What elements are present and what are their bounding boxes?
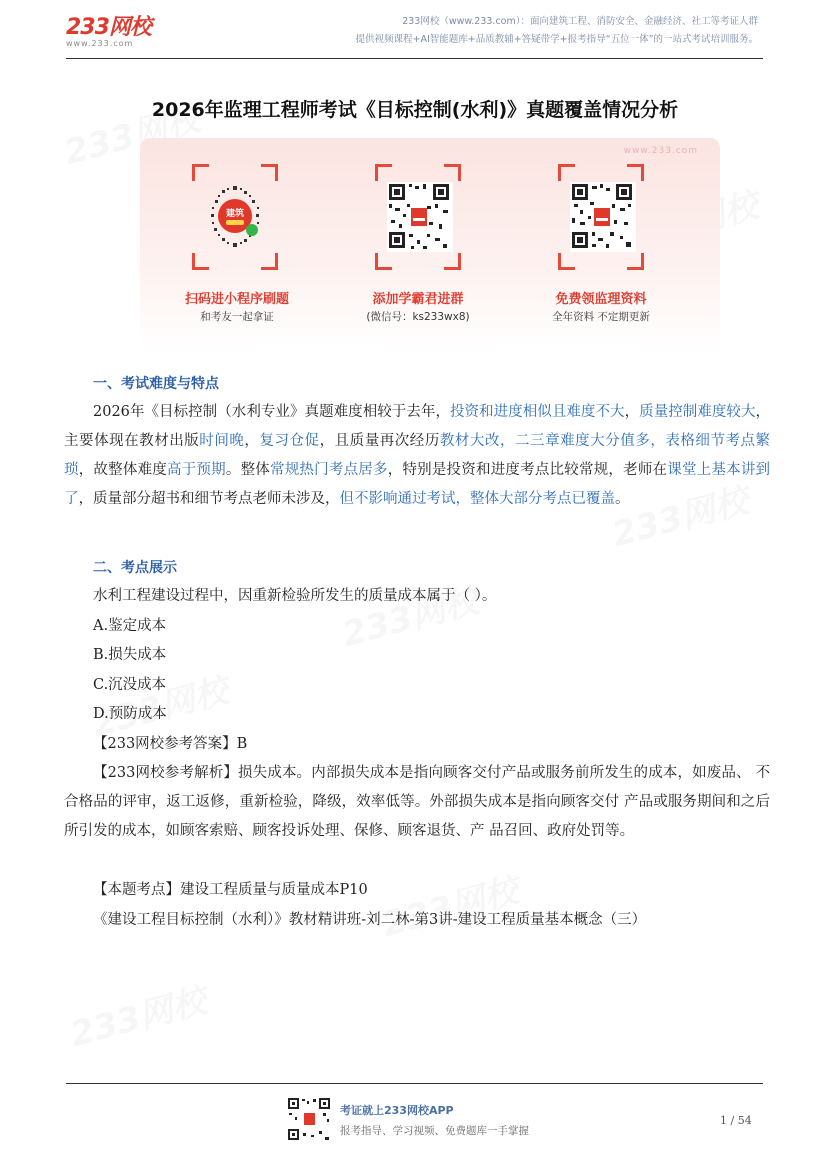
- header-line-2: 提供视频课程+AI智能题库+品质教辅+答疑带学+报考指导“五位一体”的一站式考试培训服务。: [355, 34, 758, 45]
- option-a: A.鉴定成本: [93, 618, 167, 634]
- app-qr-icon[interactable]: [287, 1097, 331, 1141]
- exam-point-line: 【本题考点】建设工程质量与质量成本P10: [93, 882, 368, 898]
- body-text: ，质量部分超书和细节考点老师未涉及，: [78, 491, 340, 507]
- highlight-text: 投资和进度相似且难度不大: [450, 404, 625, 420]
- card-title-wechat-group: 添加学霸君进群: [372, 292, 464, 307]
- highlight-text: 时间晚: [199, 433, 245, 449]
- body-text: ，: [624, 404, 640, 420]
- option-c: C.沉没成本: [93, 677, 167, 693]
- difficulty-paragraph: [64, 398, 770, 514]
- body-text: 。: [615, 491, 630, 507]
- question-stem: 水利工程建设过程中，因重新检验所发生的质量成本属于（ ）。: [93, 588, 497, 604]
- body-text: ，特别是投资和进度考点比较常规，老师在: [387, 462, 668, 478]
- card-title-mini-program: 扫码进小程序刷题: [184, 292, 289, 307]
- section-heading-difficulty: 一、考试难度与特点: [93, 376, 219, 392]
- mini-program-qr[interactable]: [192, 164, 278, 270]
- body-text: ，主要体现在教材出版: [64, 404, 771, 449]
- option-d: D.预防成本: [93, 706, 167, 722]
- header-divider: [66, 58, 763, 59]
- brand-logo: 233网校 www.233.com: [66, 15, 151, 48]
- footer-divider: [66, 1083, 763, 1084]
- body-text: ，且质量再次经历: [319, 433, 440, 449]
- option-b: B.损失成本: [93, 647, 167, 663]
- header-line-1: 233网校（www.233.com）：面向建筑工程、消防安全、金融经济、社工等考证人群: [402, 16, 758, 27]
- card-sub-free-materials: 全年资料 不定期更新: [552, 311, 650, 323]
- section-heading-points: 二、考点展示: [93, 560, 177, 576]
- highlight-text: 质量控制难度较大: [639, 404, 756, 420]
- page-title: 2026年监理工程师考试《目标控制(水利)》真题覆盖情况分析: [151, 99, 679, 121]
- mini-program-code-icon: [200, 174, 270, 260]
- qr-code-icon: [566, 174, 636, 260]
- page-header: [0, 0, 830, 60]
- highlight-text: 常规热门考点居多: [270, 462, 388, 478]
- body-text: ，: [244, 433, 260, 449]
- page-number: 1 / 54: [720, 1114, 752, 1127]
- footer-app-title: 考证就上233网校APP: [340, 1104, 454, 1117]
- free-materials-qr[interactable]: [558, 164, 644, 270]
- body-text: 。整体: [225, 462, 270, 478]
- course-reference: 《建设工程目标控制（水利）》教材精讲班-刘二林-第3讲-建设工程质量基本概念（三）: [93, 912, 647, 928]
- highlight-text: 高于预期: [167, 462, 226, 478]
- highlight-text: 课堂上基本讲到了: [64, 462, 771, 507]
- svg-text:建筑: 建筑: [225, 209, 245, 219]
- card-sub-mini-program: 和考友一起拿证: [200, 311, 274, 323]
- header-tagline: [356, 13, 759, 49]
- highlight-text: 教材大改，二三章难度大分值多，表格细节考点繁琐: [64, 433, 771, 478]
- highlight-text: 但不影响通过考试，整体大部分考点已覆盖: [339, 491, 615, 507]
- promo-banner: www.233.com 建筑 扫码进小程序刷题 和考友一起拿证 添加学霸君进群 (微信号：ks233wx8) 免费领监理资料 全年资料 不定期更新: [140, 138, 720, 348]
- watermark-logo: [64, 973, 211, 1056]
- footer-app-subtitle: 报考指导、学习视频、免费题库一手掌握: [340, 1125, 529, 1137]
- answer-line: 【233网校参考答案】B: [93, 736, 248, 752]
- wechat-group-qr[interactable]: [375, 164, 461, 270]
- highlight-text: 复习仓促: [259, 433, 320, 449]
- card-sub-wechat-group: (微信号：ks233wx8): [366, 311, 470, 323]
- body-text: ，故整体难度: [78, 462, 167, 478]
- analysis-paragraph: 【233网校参考解析】损失成本。内部损失成本是指向顾客交付产品或服务前所发生的成本，如废品、 不合格品的评审，返工返修，重新检验，降级，效率低等。外部损失成本是指向顾客交付 产品或服务期间和之后所引发的成本，如顾客索赔、顾客投诉处理、保修、顾客退货、产 品召回、政府处罚等。: [64, 765, 770, 839]
- body-text: 2026年《目标控制（水利专业》真题难度相较于去年，: [93, 404, 450, 420]
- qr-code-icon: [383, 174, 453, 260]
- card-title-free-materials: 免费领监理资料: [555, 292, 647, 307]
- watermark-logo: [376, 863, 523, 946]
